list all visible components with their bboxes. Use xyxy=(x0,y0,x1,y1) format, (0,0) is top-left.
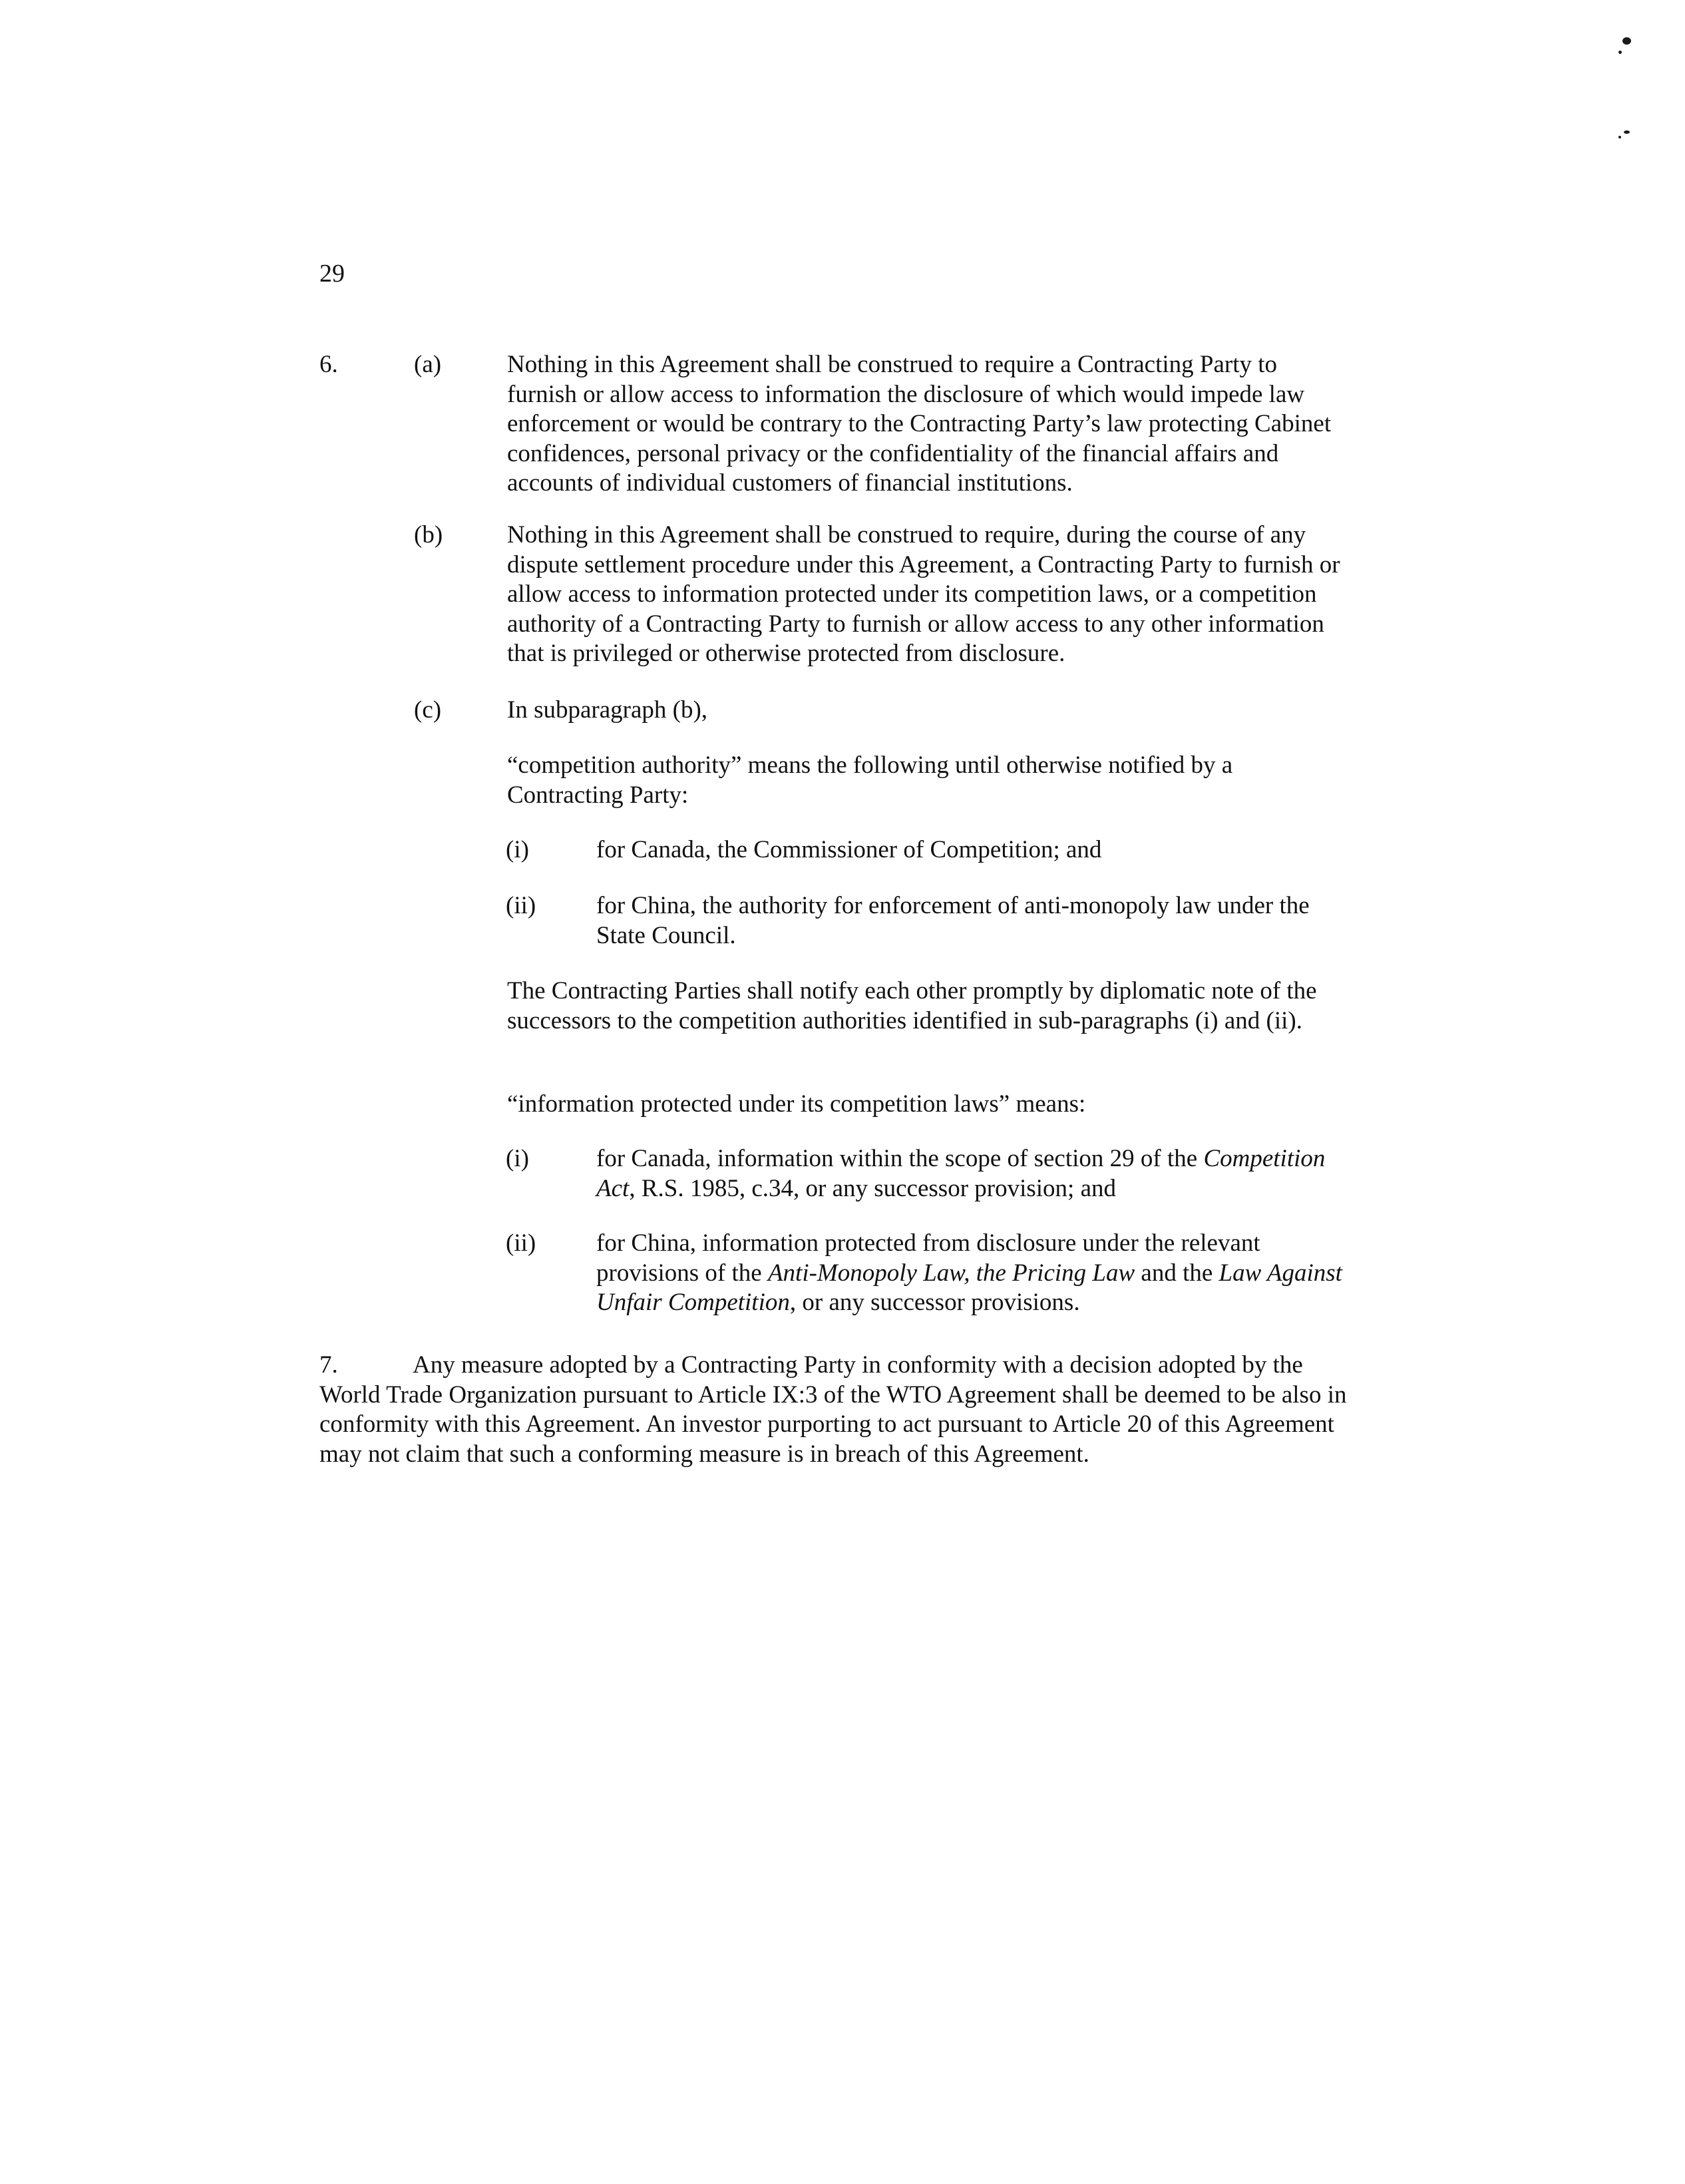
section-7-number: 7. xyxy=(319,1351,338,1379)
notify-successors-text: The Contracting Parties shall notify each other promptly by diplomatic note of the successors to the competition authorities identified in sub-paragraphs (i) and (ii). xyxy=(507,977,1317,1034)
para-6c-intro: In subparagraph (b), xyxy=(507,696,708,724)
para-6b-label: (b) xyxy=(414,521,443,548)
para-6c-label: (c) xyxy=(414,696,442,724)
def2-i-label: (i) xyxy=(506,1145,529,1172)
page-number: 29 xyxy=(319,260,345,288)
section-6-number: 6. xyxy=(319,351,338,378)
section-7-text: Any measure adopted by a Contracting Party in conformity with a decision adopted by the World Trade Organization pursuant to Article IX:3 of the WTO Agreement shall be deemed to be also in conformity with this Agreement. An investor purporting to act pursuant to Article 20 of this Agreement may not claim that such a conforming measure is in breach of this Agreement. xyxy=(319,1351,1347,1468)
section-7-paragraph xyxy=(319,1351,1358,1469)
unfair-competition-law-title: Law Against Unfair Competition xyxy=(596,1259,1342,1316)
scan-speck xyxy=(1618,51,1622,54)
def1-ii-label: (ii) xyxy=(506,892,536,919)
competition-authority-definition: “competition authority” means the following until otherwise notified by a Contracting Party: xyxy=(507,752,1233,809)
def1-ii-text: for China, the authority for enforcement of anti-monopoly law under the State Council. xyxy=(596,892,1310,949)
def1-i-label: (i) xyxy=(506,836,529,863)
para-6a-label: (a) xyxy=(414,351,442,378)
def2-ii-mid: and the xyxy=(1135,1259,1219,1287)
def2-i-post: , R.S. 1985, c.34, or any successor provision; and xyxy=(629,1174,1117,1202)
scan-speck xyxy=(1622,37,1631,45)
scan-speck xyxy=(1618,136,1621,138)
protected-information-definition: “information protected under its competition laws” means: xyxy=(507,1090,1086,1118)
def2-i-text xyxy=(596,1144,1355,1203)
def2-ii-text xyxy=(596,1229,1355,1318)
def1-i-text: for Canada, the Commissioner of Competition; and xyxy=(596,836,1102,863)
anti-monopoly-pricing-law-titles: Anti-Monopoly Law, the Pricing Law xyxy=(767,1259,1135,1287)
competition-act-title: Competition Act xyxy=(596,1145,1326,1202)
para-6b-text: Nothing in this Agreement shall be construed to require, during the course of any dispute settlement procedure under this Agreement, a Contracting Party to furnish or allow access to information protected under its competition laws, or a competition authority of a Contracting Party to furnish or allow access to any other information that is privileged or otherwise protected from disclosure. xyxy=(507,521,1340,667)
def2-ii-label: (ii) xyxy=(506,1229,536,1257)
def2-i-pre: for Canada, information within the scope of section 29 of the xyxy=(596,1145,1204,1172)
def2-ii-post: , or any successor provisions. xyxy=(789,1289,1080,1316)
scan-speck xyxy=(1624,130,1630,134)
def2-ii-pre: for China, information protected from disclosure under the relevant provisions of the xyxy=(596,1229,1260,1287)
para-6a-text: Nothing in this Agreement shall be construed to require a Contracting Party to furnish or allow access to information the disclosure of which would impede law enforcement or would be contrary to the Contracting Party’s law protecting Cabinet confidences, personal privacy or the confidentiality of the financial affairs and accounts of individual customers of financial institutions. xyxy=(507,351,1332,497)
